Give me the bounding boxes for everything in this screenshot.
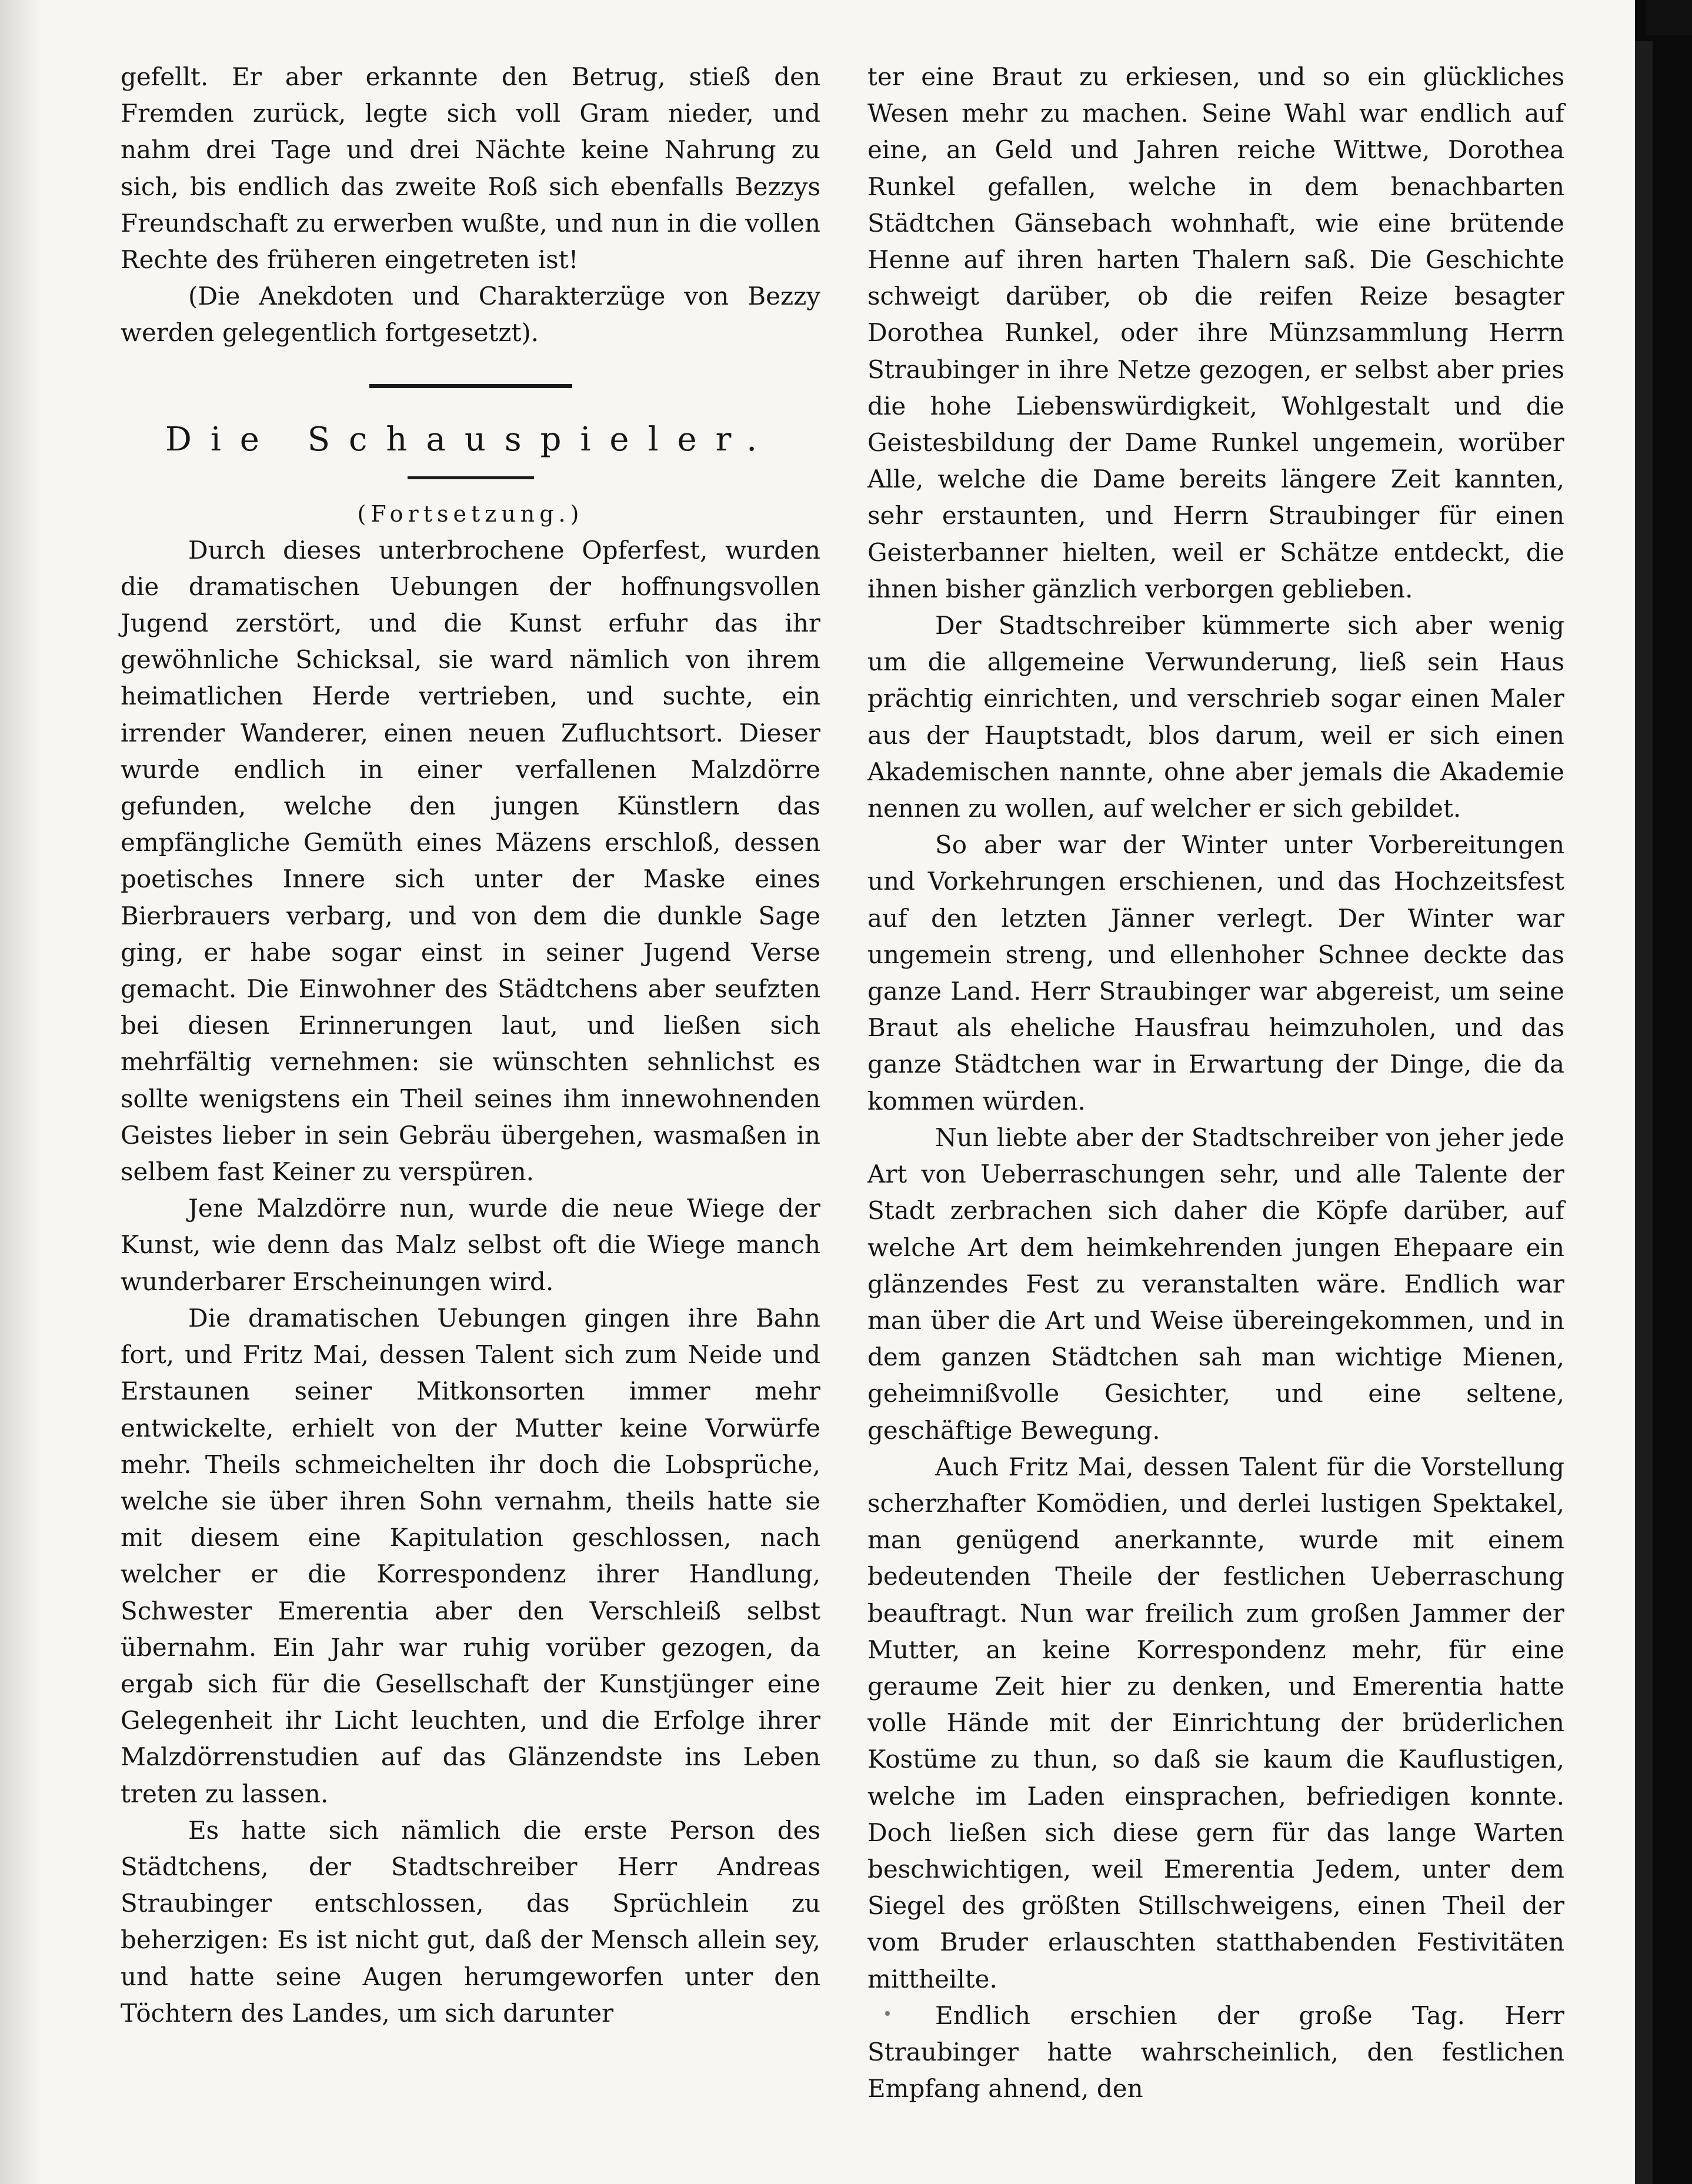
opening-paragraph-left: gefellt. Er aber erkannte den Betrug, stieß den Fremden zurück, legte sich voll Gram nieder, und nahm drei Tage und drei Nächte keine Nahrung zu sich, bis endlich das zweite Roß sich ebenfalls Bezzys Freundschaft zu erwerben wußte, und nun in die vollen Rechte des früheren eingetreten ist! xyxy=(121,62,820,275)
left-column xyxy=(121,59,820,2032)
ink-speck xyxy=(885,2011,890,2016)
article-subheading: (Fortsetzung.) xyxy=(357,500,584,527)
section-divider xyxy=(369,384,572,388)
paragraph: Jene Malzdörre nun, wurde die neue Wiege der Kunst, wie denn das Malz selbst oft die Wiege manch wunderbarer Erscheinungen wird. xyxy=(121,1194,820,1296)
paragraph: So aber war der Winter unter Vorbereitungen und Vorkehrungen erschienen, und das Hochzeitsfest auf den letzten Jänner verlegt. Der Winter war ungemein streng, und ellenhoher Schnee deckte das ganze Land. Herr Straubinger war abgereist, um seine Braut als eheliche Hausfrau heimzuholen, und das ganze Städtchen war in Erwartung der Dinge, die da kommen würden. xyxy=(867,830,1564,1116)
paragraph: Nun liebte aber der Stadtschreiber von jeher jede Art von Ueberraschungen sehr, und alle Talente der Stadt zerbrachen sich daher die Köpfe darüber, auf welche Art dem heimkehrenden jungen Ehepaare ein glänzendes Fest zu veranstalten wäre. Endlich war man über die Art und Weise übereingekommen, und in dem ganzen Städtchen sah man wichtige Mienen, geheimnißvolle Gesichter, und eine seltene, geschäftige Bewegung. xyxy=(867,1123,1564,1445)
scan-edge xyxy=(1635,0,1692,2184)
continuation-note: (Die Anekdoten und Charakterzüge von Bezzy werden gelegentlich fortgesetzt). xyxy=(121,282,820,348)
paragraph: Auch Fritz Mai, dessen Talent für die Vorstellung scherzhafter Komödien, und derlei lustigen Spektakel, man genügend anerkannte, wurde mit einem bedeutenden Theile der festlichen Ueberraschung beauftragt. Nun war freilich zum großen Jammer der Mutter, an keine Korrespondenz mehr, für eine geraume Zeit hier zu denken, und Emerentia hatte volle Hände mit der Einrichtung der brüderlichen Kostüme zu thun, so daß sie kaum die Kauflustigen, welche im Laden einsprachen, befriedigen konnte. Doch ließen sich diese gern für das lange Warten beschwichtigen, weil Emerentia Jedem, unter dem Siegel des größten Stillschweigens, einen Theil der vom Bruder erlauschten statthabenden Festivitäten mittheilte. xyxy=(867,1452,1564,1993)
paragraph: Endlich erschien der große Tag. Herr Straubinger hatte wahrscheinlich, den festlichen Empfang ahnend, den xyxy=(867,2001,1564,2103)
scan-edge-shade xyxy=(1635,41,1653,2184)
paragraph: Der Stadtschreiber kümmerte sich aber wenig um die allgemeine Verwunderung, ließ sein Haus prächtig einrichten, und verschrieb sogar einen Maler aus der Hauptstadt, blos darum, weil er sich einen Akademischen nannte, ohne aber jemals die Akademie nennen zu wollen, auf welcher er sich gebildet. xyxy=(867,611,1564,823)
paragraph: Durch dieses unterbrochene Opferfest, wurden die dramatischen Uebungen der hoffnungsvollen Jugend zerstört, und die Kunst erfuhr das ihr gewöhnliche Schicksal, sie ward nämlich von ihrem heimatlichen Herde vertrieben, und suchte, ein irrender Wanderer, einen neuen Zufluchtsort. Dieser wurde endlich in einer verfallenen Malzdörre gefunden, welche den jungen Künstlern das empfängliche Gemüth eines Mäzens erschloß, dessen poetisches Innere sich unter der Maske eines Bierbrauers verbarg, und von dem die dunkle Sage ging, er habe sogar einst in seiner Jugend Verse gemacht. Die Einwohner des Städtchens aber seufzten bei diesen Erinnerungen laut, und ließen sich mehrfältig vernehmen: sie wünschten sehnlichst es sollte wenigstens ein Theil seines ihm innewohnenden Geistes lieber in sein Gebräu übergehen, wasmaßen in selbem fast Keiner zu verspüren. xyxy=(121,535,820,1187)
binding-shadow xyxy=(0,0,41,2184)
paragraph: Es hatte sich nämlich die erste Person des Städtchens, der Stadtschreiber Herr Andreas Straubinger entschlossen, das Sprüchlein zu beherzigen: Es ist nicht gut, daß der Mensch allein sey, und hatte seine Augen herumgeworfen unter den Töchtern des Landes, um sich darunter xyxy=(121,1815,820,2028)
paragraph: Die dramatischen Uebungen gingen ihre Bahn fort, und Fritz Mai, dessen Talent sich zum Neide und Erstaunen seiner Mitkonsorten immer mehr entwickelte, erhielt von der Mutter keine Vorwürfe mehr. Theils schmeichelten ihr doch die Lobsprüche, welche sie über ihren Sohn vernahm, theils hatte sie mit diesem eine Kapitulation geschlossen, nach welcher er die Korrespondenz ihrer Handlung, Schwester Emerentia aber den Verschleiß selbst übernahm. Ein Jahr war ruhig vorüber gezogen, da ergab sich für die Gesellschaft der Kunstjünger eine Gelegenheit ihr Licht leuchten, und die Erfolge ihrer Malzdörrenstudien auf das Glänzendste ins Leben treten zu lassen. xyxy=(121,1303,820,1808)
scan-edge-tab xyxy=(1646,0,1692,35)
opening-paragraph-right: ter eine Braut zu erkiesen, und so ein glückliches Wesen mehr zu machen. Seine Wahl war endlich auf eine, an Geld und Jahren reiche Wittwe, Dorothea Runkel gefallen, welche in dem benachbarten Städtchen Gänsebach wohnhaft, wie eine brütende Henne auf ihren harten Thalern saß. Die Geschichte schweigt darüber, ob die reifen Reize besagter Dorothea Runkel, oder ihre Münzsammlung Herrn Straubinger in ihre Netze gezogen, er selbst aber pries die hohe Liebenswürdigkeit, Wohlgestalt und die Geistesbildung der Dame Runkel ungemein, worüber Alle, welche die Dame bereits längere Zeit kannten, sehr erstaunten, und Herrn Straubinger für einen Geisterbanner hielten, weil er Schätze entdeckt, die ihnen bisher gänzlich verborgen geblieben. xyxy=(867,62,1564,603)
right-column xyxy=(867,59,1564,2107)
article-heading: Die Schauspieler. xyxy=(165,420,776,459)
heading-underline xyxy=(408,476,534,479)
